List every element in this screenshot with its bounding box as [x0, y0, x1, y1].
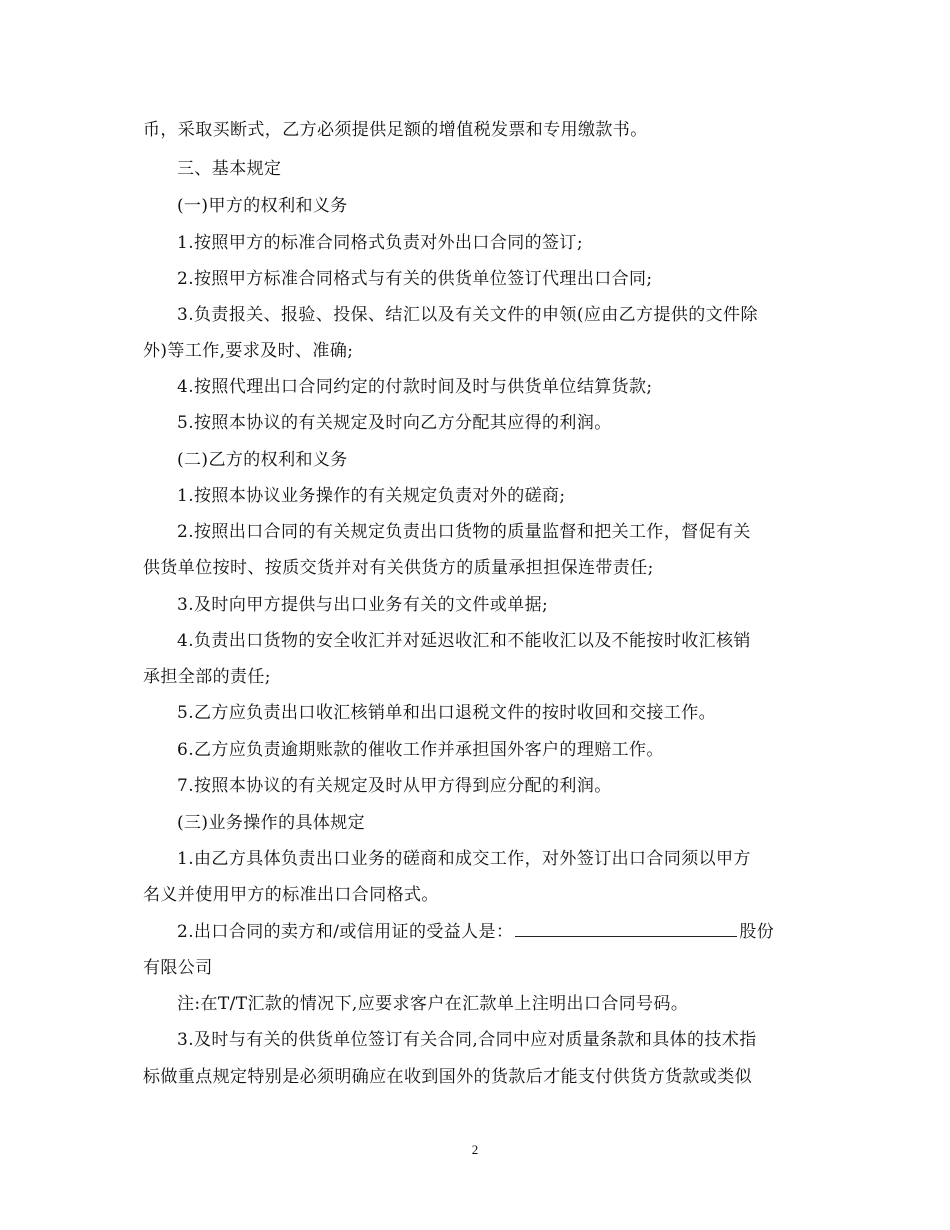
list-item: 1.按照甲方的标准合同格式负责对外出口合同的签订;: [177, 233, 583, 253]
list-item: 4.负责出口货物的安全收汇并对延迟收汇和不能收汇以及不能按时收汇核销: [177, 631, 751, 651]
list-item: [177, 920, 774, 943]
subsection-heading: (二)乙方的权利和义务: [177, 450, 348, 470]
list-item: 5.乙方应负责出口收汇核销单和出口退税文件的按时收回和交接工作。: [177, 703, 717, 723]
list-item: 4.按照代理出口合同约定的付款时间及时与供货单位结算货款;: [177, 377, 653, 397]
section-heading: 三、基本规定: [177, 159, 282, 179]
list-item: 3.及时向甲方提供与出口业务有关的文件或单据;: [177, 595, 549, 615]
text-line: 名义并使用甲方的标准出口合同格式。: [143, 885, 439, 905]
list-item: 2.按照甲方标准合同格式与有关的供货单位签订代理出口合同;: [177, 269, 653, 289]
list-item: 1.由乙方具体负责出口业务的磋商和成交工作，对外签订出口合同须以甲方: [177, 849, 751, 869]
text-line: 币，采取买断式，乙方必须提供足额的增值税发票和专用缴款书。: [143, 120, 648, 140]
beneficiary-label: 2.出口合同的卖方和/或信用证的受益人是：: [177, 922, 514, 942]
text-line: 有限公司: [143, 958, 213, 978]
text-line: 供货单位按时、按质交货并对有关供货方的质量承担担保连带责任;: [143, 558, 654, 578]
list-item: 3.负责报关、报验、投保、结汇以及有关文件的申领(应由乙方提供的文件除: [177, 305, 758, 325]
list-item: 6.乙方应负责逾期账款的催收工作并承担国外客户的理赔工作。: [177, 740, 664, 760]
text-line: 承担全部的责任;: [143, 667, 271, 687]
subsection-heading: (三)业务操作的具体规定: [177, 813, 366, 833]
list-item: 2.按照出口合同的有关规定负责出口货物的质量监督和把关工作，督促有关: [177, 522, 751, 542]
list-item: 3.及时与有关的供货单位签订有关合同,合同中应对质量条款和具体的技术指: [177, 1030, 757, 1050]
beneficiary-suffix: 股份: [739, 922, 775, 942]
note-line: 注:在T/T汇款的情况下,应要求客户在汇款单上注明出口合同号码。: [177, 994, 689, 1014]
list-item: 1.按照本协议业务操作的有关规定负责对外的磋商;: [177, 486, 566, 506]
list-item: 7.按照本协议的有关规定及时从甲方得到应分配的利润。: [177, 776, 612, 796]
list-item: 5.按照本协议的有关规定及时向乙方分配其应得的利润。: [177, 413, 612, 433]
beneficiary-blank: [515, 920, 737, 937]
text-line: 外)等工作,要求及时、准确;: [143, 341, 354, 361]
page-number: 2: [471, 1142, 479, 1157]
text-line: 标做重点规定特别是必须明确应在收到国外的货款后才能支付供货方货款或类似: [143, 1067, 752, 1087]
subsection-heading: (一)甲方的权利和义务: [177, 196, 348, 216]
